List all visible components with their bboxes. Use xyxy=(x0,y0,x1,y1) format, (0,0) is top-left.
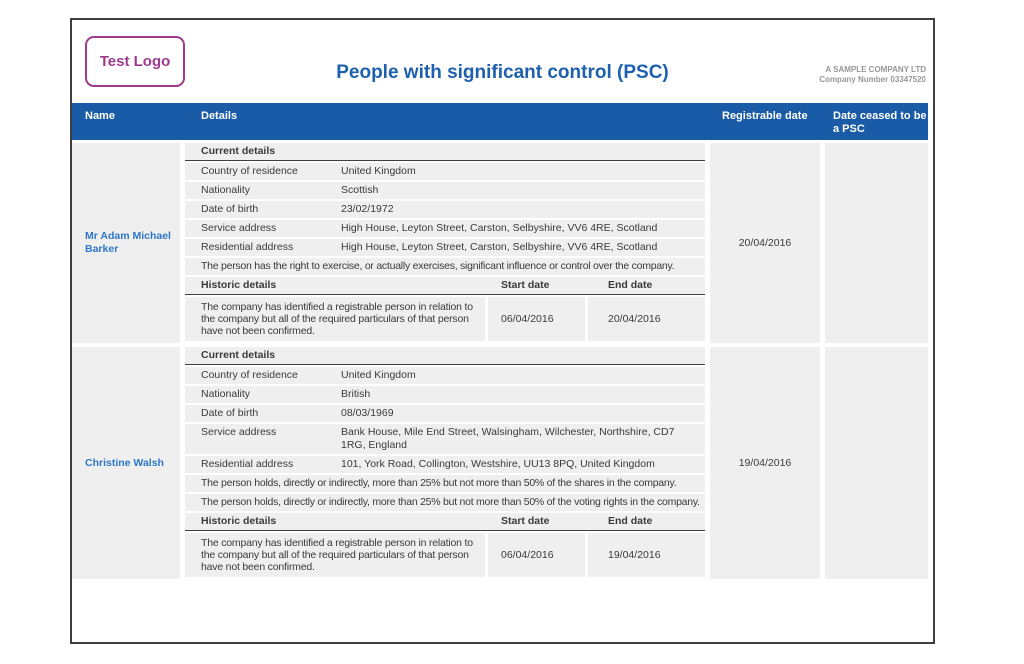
end-date-label: End date xyxy=(608,279,653,291)
registrable-date: 20/04/2016 xyxy=(738,237,792,249)
detail-label: Service address xyxy=(201,222,277,234)
detail-row xyxy=(185,405,705,422)
historic-row xyxy=(185,297,705,341)
registrable-date-cell xyxy=(710,143,820,343)
detail-row xyxy=(185,201,705,218)
nature-of-control-statement: The person holds, directly or indirectly, more than 25% but not more than 50% of the voting rights in the company. xyxy=(185,494,705,511)
detail-label: Country of residence xyxy=(201,165,298,177)
detail-label: Nationality xyxy=(201,388,251,400)
start-date-label: Start date xyxy=(501,515,550,527)
detail-row xyxy=(185,239,705,256)
detail-row xyxy=(185,220,705,237)
detail-label: Nationality xyxy=(201,184,251,196)
psc-record xyxy=(72,347,928,579)
detail-row xyxy=(185,386,705,403)
historic-details-header xyxy=(185,277,705,295)
detail-value: 23/02/1972 xyxy=(341,203,394,215)
current-details-header: Current details xyxy=(185,143,705,161)
historic-statement: The company has identified a registrable person in relation to the company but all of the required particulars of that person have not been confirmed. xyxy=(185,297,485,341)
table-header-row xyxy=(72,103,928,140)
company-info xyxy=(819,65,926,85)
registrable-date: 19/04/2016 xyxy=(738,457,792,469)
psc-record xyxy=(72,143,928,343)
column-header-registrable-date: Registrable date xyxy=(722,110,808,122)
historic-details-label: Historic details xyxy=(201,279,277,291)
detail-value: United Kingdom xyxy=(341,165,416,177)
psc-table xyxy=(72,103,928,579)
historic-start-date: 06/04/2016 xyxy=(488,533,585,577)
start-date-label: Start date xyxy=(501,279,550,291)
person-name: Mr Adam Michael Barker xyxy=(85,230,171,255)
company-number: Company Number 03347520 xyxy=(819,75,926,84)
nature-of-control-statement: The person has the right to exercise, or actually exercises, significant influence or control over the company. xyxy=(185,258,705,275)
detail-value: Bank House, Mile End Street, Walsingham, Wilchester, Northshire, CD7 1RG, England xyxy=(341,426,675,451)
person-name-cell xyxy=(72,143,180,343)
column-header-date-ceased: Date ceased to be a PSC xyxy=(833,110,927,135)
date-ceased-cell xyxy=(825,143,928,343)
psc-document-page xyxy=(70,18,935,644)
company-name: A SAMPLE COMPANY LTD xyxy=(825,65,926,74)
historic-details-label: Historic details xyxy=(201,515,277,527)
current-details-header: Current details xyxy=(185,347,705,365)
end-date-label: End date xyxy=(608,515,653,527)
page-title: People with significant control (PSC) xyxy=(336,62,669,83)
detail-row xyxy=(185,456,705,473)
historic-start-date: 06/04/2016 xyxy=(488,297,585,341)
registrable-date-cell xyxy=(710,347,820,579)
detail-label: Country of residence xyxy=(201,369,298,381)
detail-value: High House, Leyton Street, Carston, Selbyshire, VV6 4RE, Scotland xyxy=(341,241,658,253)
detail-label: Residential address xyxy=(201,241,294,253)
detail-label: Residential address xyxy=(201,458,294,470)
detail-row xyxy=(185,163,705,180)
detail-value: Scottish xyxy=(341,184,379,196)
details-cell xyxy=(185,347,705,579)
detail-value: High House, Leyton Street, Carston, Selbyshire, VV6 4RE, Scotland xyxy=(341,222,658,234)
detail-label: Date of birth xyxy=(201,407,259,419)
nature-of-control-statement: The person holds, directly or indirectly, more than 25% but not more than 50% of the shares in the company. xyxy=(185,475,705,492)
detail-value: United Kingdom xyxy=(341,369,416,381)
document-header xyxy=(72,20,933,103)
detail-value: British xyxy=(341,388,371,400)
column-header-name: Name xyxy=(85,110,115,122)
detail-row xyxy=(185,182,705,199)
historic-statement: The company has identified a registrable person in relation to the company but all of the required particulars of that person have not been confirmed. xyxy=(185,533,485,577)
historic-row xyxy=(185,533,705,577)
date-ceased-cell xyxy=(825,347,928,579)
detail-label: Service address xyxy=(201,426,277,438)
historic-end-date: 20/04/2016 xyxy=(588,297,705,341)
historic-end-date: 19/04/2016 xyxy=(588,533,705,577)
column-header-details: Details xyxy=(201,110,238,122)
logo-text: Test Logo xyxy=(99,53,171,70)
detail-value: 08/03/1969 xyxy=(341,407,394,419)
detail-row xyxy=(185,367,705,384)
historic-details-header xyxy=(185,513,705,531)
detail-value: 101, York Road, Collington, Westshire, UU13 8PQ, United Kingdom xyxy=(341,458,655,470)
detail-label: Date of birth xyxy=(201,203,259,215)
detail-row xyxy=(185,424,705,454)
person-name-cell xyxy=(72,347,180,579)
details-cell xyxy=(185,143,705,343)
person-name: Christine Walsh xyxy=(85,456,164,469)
